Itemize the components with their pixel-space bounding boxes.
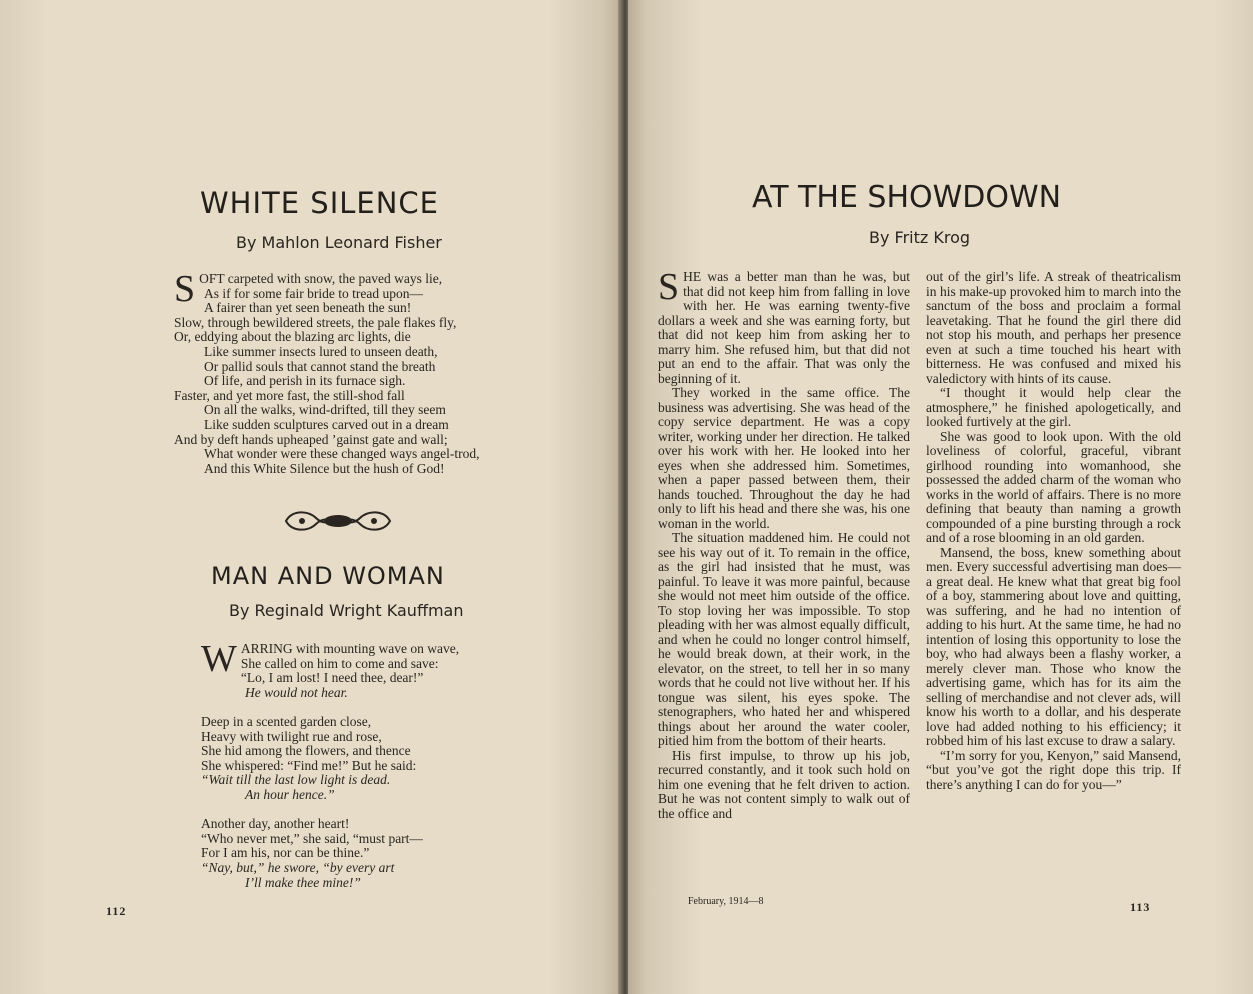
ornament-divider-icon: [282, 506, 394, 536]
story-dropcap: S: [658, 266, 680, 308]
story-paragraph: His first impulse, to throw up his job, recurred constantly, and it took such hold on him one evening that he felt driven to action. But he was not content simply to walk out of the office and: [658, 747, 910, 821]
poem2-line: She whispered: “Find me!” But he said:: [201, 757, 417, 773]
poem2-line: Another day, another heart!: [201, 816, 350, 832]
poem1-body: [174, 268, 554, 476]
poem1-line: Or, eddying about the blazing arc lights, die: [174, 329, 411, 345]
poem1-line: Like summer insects lured to unseen death,: [204, 343, 438, 359]
story-title: AT THE SHOWDOWN: [752, 180, 1062, 215]
poem1-dropcap: S: [174, 268, 196, 310]
poem2-title: MAN AND WOMAN: [211, 562, 445, 590]
story-paragraph: “I thought it would help clear the atmosphere,” he finished apologetically, and looked furtively at the girl.: [926, 385, 1181, 429]
left-page: [0, 0, 622, 994]
poem2-line: “Wait till the last low light is dead.: [201, 772, 391, 788]
poem2-line: I’ll make thee mine!”: [245, 874, 361, 890]
poem1-line: Or pallid souls that cannot stand the breath: [204, 358, 436, 374]
page-number-left: 112: [106, 904, 127, 918]
story-paragraph-text: HE was a better man than he was, but that did not keep him from falling in love with her. He was earning twenty-five dollars a week and she was earning forty, but that did not keep him from asking her to marry him. She refused him, but that did not put an end to the affair. That was only the beginning of it.: [658, 269, 910, 386]
poem2-line: He would not hear.: [245, 684, 348, 700]
poem2-line: For I am his, nor can be thine.”: [201, 845, 370, 861]
story-paragraph: The situation maddened him. He could not see his way out of it. To remain in the office, as the girl had insisted that he must, was painful. To leave it was more painful, because she would not meet him outside of the office. To stop loving her was impossible. To stop pleading with her was almost equally difficult, and when he could no longer control himself, he would break down, at their work, in the elevator, on the street, to tell her in so many words that he could not live without her. If his tongue was silent, his eyes spoke. The stenographers, who hated her and whispered things about her around the water cooler, pitied him from the bottom of their hearts.: [658, 530, 910, 748]
poem1-line: And this White Silence but the hush of God!: [204, 460, 445, 476]
poem1-line: What wonder were these changed ways angel-trod,: [204, 446, 480, 462]
poem2-byline: By Reginald Wright Kauffman: [229, 601, 464, 620]
poem2-line: “Lo, I am lost! I need thee, dear!”: [240, 670, 424, 686]
poem1-byline: By Mahlon Leonard Fisher: [236, 233, 442, 252]
story-paragraph: She was good to look upon. With the old loveliness of colorful, graceful, vibrant girlhood rounding into womanhood, she possessed the added charm of the woman who works in the world of affairs. There is no more defining that beauty than naming a growth compounded of a pine bursting through a rock and of a rose blooming in an old garden.: [926, 428, 1181, 545]
poem2-line: Heavy with twilight rue and rose,: [201, 728, 382, 744]
poem1-line: Like sudden sculptures carved out in a dream: [204, 416, 449, 432]
poem2-line: She hid among the flowers, and thence: [201, 743, 411, 759]
issue-footer-note: February, 1914—8: [688, 896, 764, 907]
poem2-line: She called on him to come and save:: [240, 655, 439, 671]
poem2-line: Deep in a scented garden close,: [201, 713, 372, 729]
poem2-dropcap: W: [201, 638, 237, 680]
story-paragraph: Mansend, the boss, knew something about men. Every successful advertising man does—a great deal. He knew what that great big fool of a boy, stammering about love and quitting, was suffering, and he had no intention of adding to his hurt. At the same time, he had no intention of losing this opportunity to lose the boy, who had always been a flashy worker, a merely clever man. Those who know the advertising game, which has for its aim the selling of merchandise and not clever ads, will know his worth to a dollar, and his desperate love had added nothing to his efficiency; it robbed him of his last excuse to draw a salary.: [926, 544, 1181, 748]
story-paragraph: “I’m sorry for you, Kenyon,” said Mansend, “but you’ve got the right dope this trip. If there’s anything I can do for you—”: [926, 747, 1181, 792]
poem1-line: On all the walks, wind-drifted, till they seem: [204, 402, 446, 418]
poem1-first-line: OFT carpeted with snow, the paved ways lie,: [199, 271, 443, 286]
right-page: [628, 0, 1253, 994]
poem2-stanza-2: [201, 715, 531, 803]
poem2-line: An hour hence.”: [245, 786, 335, 802]
poem2-stanza-3: [201, 817, 531, 890]
poem2-line: “Who never met,” she said, “must part—: [201, 830, 423, 846]
story-paragraph: [658, 266, 910, 386]
poem1-line: Faster, and yet more fast, the still-shod fall: [174, 387, 405, 403]
poem1-line: A fairer than yet seen beneath the sun!: [204, 300, 412, 316]
story-paragraph: out of the girl’s life. A streak of theatricalism in his make-up provoked him to march into the sanctum of the boss and proclaim a formal leavetaking. That he found the girl there did not stop his mouth, and perhaps her presence even at such a time touched his heart with bitterness. He was confused and mixed his valedictory with hints of its cause.: [926, 269, 1181, 386]
poem1-line: And by deft hands upheaped ’gainst gate and wall;: [174, 431, 448, 447]
poem1-line: As if for some fair bride to tread upon—: [204, 285, 423, 301]
story-paragraph: They worked in the same office. The business was advertising. She was head of the copy service department. He was a copy writer, working under her direction. He talked over his work with her. He looked into her eyes when she addressed him. Sometimes, when a paper passed between them, their hands touched. Throughout the day he had only to lift his head and there she was, his one woman in the world.: [658, 385, 910, 531]
story-byline: By Fritz Krog: [869, 228, 971, 247]
poem1-line: Slow, through bewildered streets, the pale flakes fly,: [174, 314, 457, 330]
poem2-line: “Nay, but,” he swore, “by every art: [201, 859, 395, 875]
page-number-right: 113: [1130, 900, 1151, 914]
poem2-stanza-1: [201, 638, 531, 700]
story-column-1: [658, 266, 910, 821]
poem1-title: WHITE SILENCE: [200, 186, 439, 220]
poem2-body: [201, 638, 531, 905]
poem2-first-line: ARRING with mounting wave on wave,: [240, 641, 460, 656]
story-column-2: [926, 270, 1181, 792]
poem1-line: Of life, and perish in its furnace sigh.: [204, 373, 406, 389]
